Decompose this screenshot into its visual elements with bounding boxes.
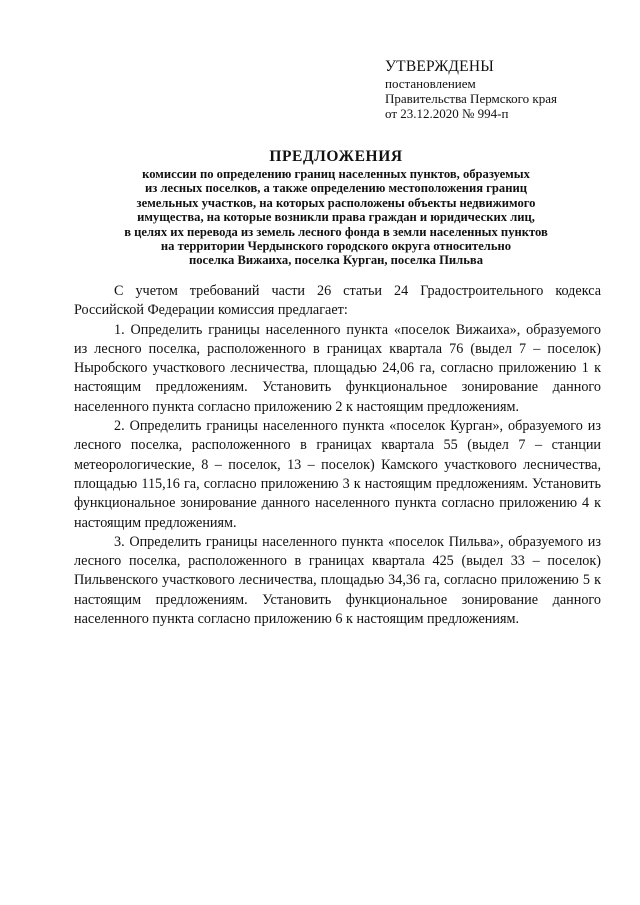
subtitle-line: поселка Вижаиха, поселка Курган, поселка Пильва (188, 253, 484, 268)
item-paragraph-3: 3. Определить границы населенного пункта «поселок Пильва», образуемого из лесного поселка, расположенного в границах квартала 425 (выдел 33 – поселок) Пильвенского участкового лесничества, площадью 34,36 га, согласно приложению 5 к настоящим предложениям. Установить функциональное зонирование данного населенного пункта согласно приложению 6 к настоящим предложениям. (74, 533, 601, 628)
approval-line-3: от 23.12.2020 № 994-п (385, 106, 509, 121)
approval-stamp (385, 58, 615, 121)
approval-heading: УТВЕРЖДЕНЫ (385, 58, 494, 75)
subtitle-line: земельных участков, на которых расположены объекты недвижимого (136, 195, 536, 210)
approval-line-1: постановлением (385, 76, 476, 91)
subtitle-line: комиссии по определению границ населенных пунктов, образуемых (142, 167, 530, 181)
subtitle-line: из лесных поселков, а также определению местоположения границ (145, 181, 527, 196)
document-subtitle (70, 167, 602, 268)
subtitle-line: имущества, на которые возникли права граждан и юридических лиц, (137, 210, 535, 225)
approval-line-2: Правительства Пермского края (385, 91, 557, 106)
item-paragraph-1: 1. Определить границы населенного пункта «поселок Вижаиха», образуемого из лесного поселка, расположенного в границах квартала 76 (выдел 7 – поселок) Ныробского участкового лесничества, площадью 24,06 га, согласно приложению 1 к настоящим предложениям. Установить функциональное зонирование данного населенного пункта согласно приложению 2 к настоящим предложениям. (74, 321, 601, 415)
subtitle-line: на территории Чердынского городского округа относительно (160, 239, 512, 254)
subtitle-line: в целях их перевода из земель лесного фонда в земли населенных пунктов (124, 224, 548, 239)
document-body (74, 282, 601, 629)
document-title: ПРЕДЛОЖЕНИЯ (269, 148, 403, 165)
item-paragraph-2: 2. Определить границы населенного пункта «поселок Курган», образуемого из лесного поселка, расположенного в границах квартала 55 (выдел 7 – станции метеорологические, 8 – поселок, 13 – поселок) Камского участкового лесничества, площадью 115,16 га, согласно приложению 3 к настоящим предложениям. Установить функциональное зонирование данного населенного пункта согласно приложению 4 к настоящим предложениям. (74, 418, 601, 531)
intro-paragraph: С учетом требований части 26 статьи 24 Градостроительного кодекса Российской Федерации комиссия предлагает: (74, 283, 601, 319)
